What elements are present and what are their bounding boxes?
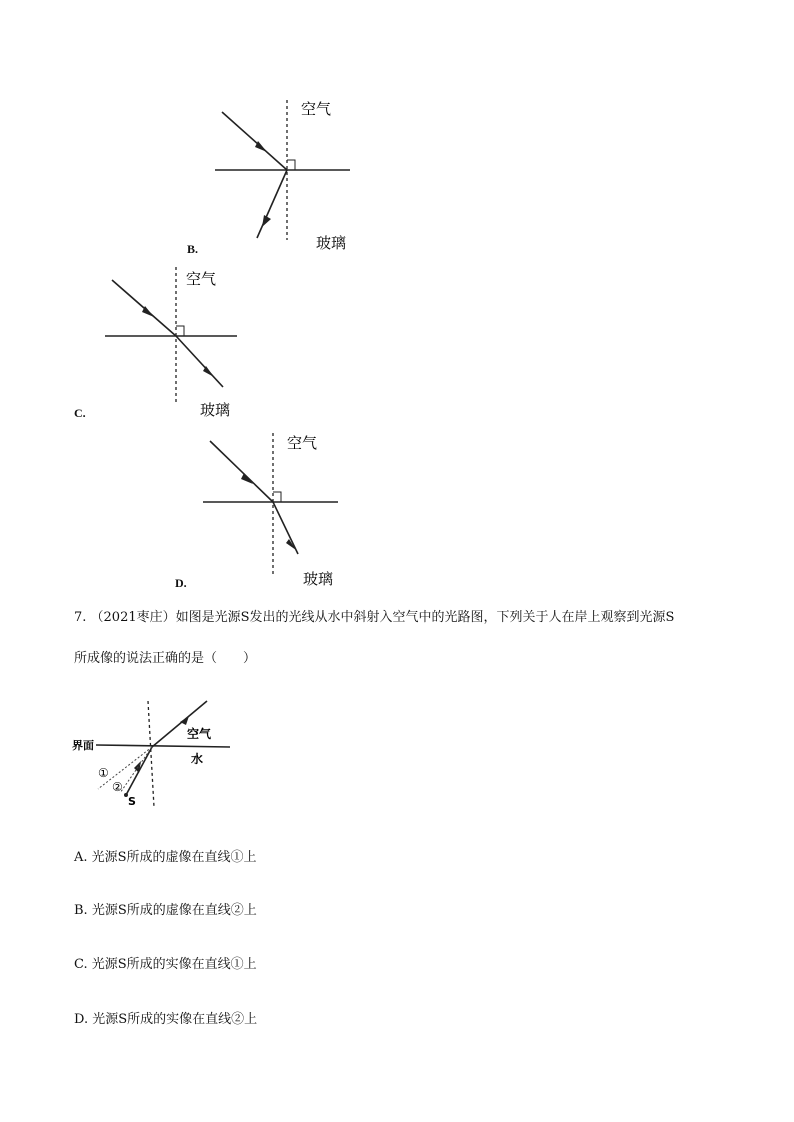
answer-option-d: D. 光源S所成的实像在直线②上 <box>74 1012 258 1027</box>
water-label: 水 <box>191 752 204 766</box>
question-7-line2: 所成像的说法正确的是（ ） <box>74 651 257 666</box>
source-label: S <box>128 795 136 808</box>
interface-label: 界面 <box>72 739 94 752</box>
figure-d-diagram <box>195 428 355 588</box>
figure-c-diagram <box>100 262 250 422</box>
air-label: 空气 <box>301 100 332 118</box>
figure-b-diagram <box>200 90 370 255</box>
option-d-label: D. <box>175 576 187 590</box>
glass-label: 玻璃 <box>303 570 334 588</box>
question-7-line1: 7. （2021枣庄）如图是光源S发出的光线从水中斜射入空气中的光路图，下列关于人在岸上观察到光源S <box>74 610 675 625</box>
air-label: 空气 <box>186 270 217 288</box>
answer-option-c: C. 光源S所成的实像在直线①上 <box>74 957 257 972</box>
question-7-diagram <box>68 695 243 815</box>
option-c-label: C. <box>74 406 86 420</box>
air-label: 空气 <box>287 434 318 452</box>
answer-option-b: B. 光源S所成的虚像在直线②上 <box>74 903 257 918</box>
line-2-label: ② <box>112 780 123 794</box>
glass-label: 玻璃 <box>200 401 231 419</box>
answer-option-a: A. 光源S所成的虚像在直线①上 <box>74 850 257 865</box>
option-b-label: B. <box>187 242 199 256</box>
line-1-label: ① <box>98 766 109 780</box>
glass-label: 玻璃 <box>316 234 347 252</box>
air-label: 空气 <box>187 727 212 741</box>
